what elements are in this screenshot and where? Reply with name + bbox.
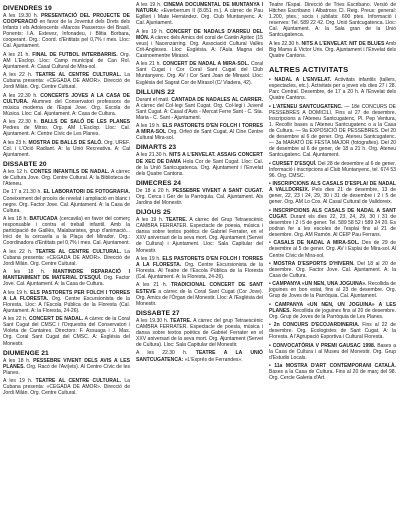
event-body: A càrrec de Cultura Jove. Org. Centre Cultural. A: la Biblioteca de l'Ateneu. — [3, 169, 131, 188]
event-time: A les 19 h. — [3, 378, 33, 385]
activity-title: • MOSTRA D'ESPORTS D'HIVERN. — [269, 260, 355, 267]
event-entry — [3, 169, 130, 187]
event-title: NITS A L'ENVELAT. NIT DE BLUES — [301, 40, 385, 47]
event-body: (cercavila) en favor del comerç responsable i contra el treball infantil. Amb la participació de Gaillès, Malabaristes, grup d'animació... Inici de la cercavila a la Plaça del Mirador. Org.: Coordinadora d'Entitats pel 0,7% i mes. Cal. Ajuntament. — [3, 216, 130, 247]
event-body: A càrrec dels Amics del coral de Cantin Apitec (15 veus) i Nacenzarring. Org. Associació Cultural Vallès Crit-Angleses. Lloc: Església. A: l'Aula Magna del Casinoementre Mirasol. — [136, 34, 264, 59]
event-entry — [3, 13, 130, 50]
event-entry — [3, 140, 130, 158]
event-time: A les 22.30 h. — [3, 119, 38, 126]
activity-body: Bases a la Casa de Cultura i al Museu del Monestir. Org. Grup d'Estudis Locals. — [269, 342, 396, 361]
event-time: A les 12 h. — [3, 169, 29, 175]
event-entry — [3, 119, 130, 137]
activity-item — [269, 161, 396, 179]
event-body: Org. Centre Excursionista de la Floresta. Lloc: A l'Escola Pública de la Floresta (Cal. Ajuntament. A: la Floresta, 24-26). — [3, 295, 130, 314]
day-heading: DIJOUS 25 — [136, 209, 171, 217]
activity-item — [269, 302, 396, 320]
event-title: MOSTRA DE BALLS DE SALÓ. — [28, 139, 103, 146]
day-heading: DIVENDRES 19 — [3, 5, 52, 12]
event-time: De 18 a 20 h. — [136, 187, 171, 194]
event-body: Alumnes del Conservatori professors de música moderna de l'Espai Jove. Org. Escola de Música. Lloc: Cal. Ajuntament. A: Casa de Cultura. — [3, 98, 131, 117]
activity-item — [269, 261, 396, 279]
activity-item — [269, 208, 396, 238]
activity-title: • INSCRIPCIONS ALS CASALS DE NADAL A SANT CUGAT. — [269, 207, 396, 220]
event-title: CONCERT DE NADAL A MIRA-SOL. — [162, 61, 250, 68]
event-body: A càrrec del Col·legi Sant Cugat. Org. Col·legi i Juvenil Sant Cugat. A: Casal d'Avis - Mercat Ferre Sant - C. Sta. Maria - C. Sant - Ajuntament. — [136, 102, 263, 121]
event-time: A les 18 h. — [3, 357, 31, 364]
event-time: Durant el matí. — [136, 96, 170, 103]
column-3 — [266, 0, 399, 516]
event-entry — [136, 350, 263, 362]
event-entry — [136, 152, 263, 176]
event-title: CANTADA DE NADALES AL CARRER. — [171, 96, 263, 103]
event-title: CINEMA DOCUMENTAL DE MUNTANYA I NATURA: — [136, 2, 263, 15]
event-title: TRADICIONAL CONCERT DE SANT ESTEVE — [136, 282, 264, 295]
event-title: EL LABORATORI DE FOTOGRAFIA. — [43, 189, 130, 196]
event-entry — [3, 378, 130, 396]
event-title: FINAL DE FUTBOL INTERBARRIS. — [32, 51, 118, 58]
event-body: Pedres de Mirso. Org. AM L'Esclop. Lloc: Cal. Ajuntament. A: Centre Cívic de Les Planes. — [3, 125, 130, 138]
event-title: PRESENTACIÓ DEL PROJECTE DE COOPERACIÓ — [3, 13, 130, 26]
activity-title: • CONVOCATÒRIA V PREMI GAUSAC 1998. — [269, 342, 376, 349]
event-body: «Everberrum II (8.051 m.). A càrrec de Pau Egilleri i Mate Hernández. Org. Club Muntanyenc. A: Cal. Ajuntament. — [136, 8, 263, 27]
event-body: Org. Orfeó de Sant Cugat. Al Cine Centre Cultural Mira-sol. — [136, 129, 264, 142]
day-heading: DIUMENGE 21 — [3, 349, 49, 357]
event-entry — [136, 256, 263, 280]
event-entry — [136, 318, 263, 348]
activity-title: • CURSET D'ESQUÍ. — [269, 160, 317, 167]
event-entry — [3, 316, 130, 346]
day-heading: DISSABTE 27 — [136, 309, 180, 317]
activity-title: • CAMPANYA «UN NEN, UNA JOGUINA». — [269, 281, 367, 288]
event-time: A les 19 h. — [136, 255, 161, 262]
event-time: A les 22.30 h. — [3, 92, 38, 99]
section-title: ALTRES ACTIVITATS — [269, 65, 349, 75]
activity-body: Des de 29 de desembre al 5 de gener. Org. AV i Esplai de Mira-sol. Al Centre Cívic de Mira-sol. — [269, 240, 396, 259]
activity-item — [269, 181, 396, 205]
activity-item — [269, 322, 396, 340]
activity-body: Del 18 al 20 de desembre. Org. Factor Jove. Cal. Ajuntament. A: la Casa de Cultura. — [269, 260, 397, 279]
event-time: A les 19 h. — [3, 289, 29, 296]
event-entry — [3, 249, 130, 267]
event-entry — [3, 189, 130, 213]
event-time: A les 21.30 h. — [136, 152, 168, 159]
event-title: BALLS DE SALÓ DE LES PLANES — [40, 119, 130, 126]
event-body: La Cubana presenta: «CEGADA DE AMOR». Direcció de Jordi Milán. Org. Centre Cultural. — [3, 378, 130, 397]
event-entry — [3, 72, 130, 90]
activity-title: • 2n CONCURS D'ECOJARDINERIA. — [269, 322, 360, 329]
event-body: Org. UREF. Col. i L'Oció Radiant. A: la Unió Recreativa. A: Cal Ajuntament. — [3, 139, 131, 158]
event-time: A les 19 h. — [136, 28, 164, 35]
event-entry — [136, 2, 263, 26]
event-body: a càrrec de la Coral Sant Cugat (Cor Jove). Org. Amics de l'Òrgan del Monestir. Lloc: A l'Església del Monestir. — [136, 288, 263, 307]
activity-item — [269, 363, 396, 381]
event-title: CONCERT DE NADAL. — [28, 316, 84, 323]
activity-item — [269, 104, 396, 159]
event-body: A càrrec del Grup Tetraescènic CAMBRA FERRATER. Espectacle de poesia, música i dansa sobre textos poètics de Gabriel Ferrater, en el XXV aniversari de la seva mort. Org. Ajuntament (Servei de Cultura) i Ajuntament. Lloc: Sala Capitular del Monestir. — [136, 217, 264, 254]
activity-body: Bases a la Casa de Cultura. Fins al 20 de març del 98. Org. Cercle Galeria d'Art. — [269, 369, 396, 382]
event-entry — [3, 269, 130, 287]
event-body: Coneixement del procés de revelat i ampliació en blanc i negre. Org. Factor Jove. Cal. Ajuntament. A: la Casa de Cultura. — [3, 195, 130, 214]
event-title: TEATRE AL CENTRE CULTURAL. — [35, 378, 122, 385]
event-body: La Cubana presenta: «CEGADA DE AMOR». Direcció de Jordi Milán. Org. Centre Cultural. — [3, 248, 130, 267]
event-body: Hola Cor de Sant Cugat. Lloc: Cal. de la Unió Santcugatenca. Org. Ajuntament i l'Envelat dels Quatre Cantons. — [136, 158, 263, 177]
event-time: De 17 a 21.30 h. — [3, 189, 42, 196]
day-heading: DISSABTE 20 — [3, 161, 47, 168]
event-title: NITS A L'ENVELAT. ASSAIG CONCERT DE XEC DE DAMA — [136, 152, 264, 165]
event-entry — [136, 282, 263, 306]
event-title: PESSEBRE VIVENT A SANT CUGAT. — [172, 187, 264, 194]
event-entry — [136, 217, 263, 254]
event-body: Org. Centre Excursionista de la Floresta. Al Teatre de l'Escola Pública de la Floresta (Cal. Ajuntament. A: la Floresta, 24-26). — [136, 261, 263, 281]
activity-title: • CAMPANYA «UN NEN, UN JOGUINA» A LES PLANES. — [269, 301, 396, 314]
event-body: Org. Cerca i Ger de la Parròquia. Cal. Ajuntament. Als Jardins del Monestir. — [136, 193, 263, 206]
activity-body: Activitats infantils (tallers, espectacles, etc.). Activitats per a joves els dies 27 i 28. Parc Central. Desembre, de 17 a 20 h. A l'Envelat dels Quatre Cantons. — [269, 77, 397, 102]
activity-body: Pels dies 21 de desembre, 13 de gener, 22, 23 i 24, 29, 30 i 31 de desembre i 2 i 5 de gener. Org. AM Lo Cos. Al Casal Cultural de Valldoreix. — [269, 187, 396, 206]
event-entry — [269, 41, 396, 59]
activity-item — [269, 343, 396, 361]
event-title: TEATRE AL CENTRE CULTURAL. — [35, 248, 122, 255]
event-entry — [3, 93, 130, 117]
event-title: PESSEBRE VIVENT DELS AVIS A LES PLANES. — [3, 357, 130, 370]
event-body: Org. AM L'Esclop. Lloc: Camp municipal de Can Rol. Ajuntament. A: Casal Cultural de Mira-sol. — [3, 51, 130, 70]
event-entry — [136, 29, 263, 59]
event-entry — [136, 61, 263, 85]
event-body: A càrrec del grup Tetraescènic CAMBRA FERRATER. Espectacle de poesia, música i dansa sobre textos poètics de Gabriel Ferrater en el XXV aniversari de la seva mort. Org. Ajuntament (Servei de Cultura). Lloc: Sala Capitular del Monestir. — [136, 317, 264, 349]
event-body: La Cubana presenta: «CEGADA DE AMOR». Direcció de Jordi Milán. Org. Centre Cultural. — [3, 72, 130, 91]
activity-title: • L'ATENEU SANTCUGATENC. — [269, 103, 343, 110]
event-time: A les 22 h. — [3, 316, 28, 323]
event-time: A les 21 h. — [136, 61, 161, 68]
activity-body: — 18è CONCURS DE PESSEBRES A DOMICILI. Fins al 27 de desembre. Inscripcions a l'Ateneu Santcugatenc, Pl. Pep Ventura, 1. Recollir bases a l'Ateneu Santcugatenc o a la Casa de Cultura. — 9a EXPOSICIÓ DE PESSEBRES. Del 20 de desembre al 6 de gener. Org. Ateneu Santcugatenc. — 3a MARATÓ DE FESTA MAJOR (fotografies). Del 20 de desembre al 6 de gener, de 18 a 21 h. Org. Ateneu Santcugatenc. Cal. Ajuntament. — [269, 103, 397, 159]
activity-item — [269, 240, 396, 258]
event-body: en favor de la Joventut dels Drets dels Infants i els Adolescents «Marcos Passeros» del Brasil. Ponents: I.A. Estevez, Infonadeu, i Blitia Borbara, cooperant. Org.: Coord. d'Entitats pel 0,7% i mes. Lloc: Cal. Ajuntament. — [3, 19, 130, 50]
event-entry — [3, 290, 130, 314]
event-title: CONCERTS JOVES A LA CASA DE CULTURA. — [3, 92, 130, 105]
activity-title: • CASALS DE NADAL A MIRA-SOL. — [269, 240, 360, 247]
event-time: A les 22.30 h. — [269, 40, 300, 47]
event-time: A les 18 h. — [3, 216, 28, 223]
event-entry — [269, 2, 396, 39]
day-heading: DILLUNS 22 — [136, 88, 175, 96]
event-time: A les 18 h. — [3, 269, 46, 276]
column-2 — [133, 0, 266, 516]
event-body: Coral Sant Cugat i Cor Coral Sant Cugat del Club Muntanyenc. Org. AV i Cor Sant Joan de Mirasol. Lloc: Església del Sagrat Cor de Mirasol (C/ Viadera, 42). — [136, 61, 263, 86]
event-time: A les 19.30 h. — [136, 317, 169, 324]
day-heading: DIMECRES 24 — [136, 179, 182, 187]
event-title: BATUCADA — [29, 216, 58, 223]
event-entry — [136, 188, 263, 206]
event-title: TEATRE AL CENTRE CULTURAL. — [35, 72, 122, 79]
activity-body: Fins al 22 de desembre. Org. Ecologistes de Sant Cugat. A: la Floresta. A l'Agrupació Esportiva i Cultural Floresta. — [269, 322, 396, 341]
event-time: A les 22.30 h. — [136, 350, 188, 357]
activity-body: Durant els dies 22, 23, 24, 29, 30 i 31 de desembre i 2 i 5 de gener. Tel. 589 58 52 i 589 24 20. Es podran fer a les escoles de l'esplai fins al 21 de desembre. Org. AM Ramón. Al CEIP Pau Ferrans. — [269, 213, 397, 239]
event-entry — [3, 52, 130, 70]
event-time: A les 19 h. — [136, 2, 162, 8]
event-time: A les 22 h. — [3, 248, 33, 255]
event-body: Teatre l'Espai. Direcció de Tries Escribano. Versió de Hitches Escribano i Albatross Cl. Reig. Preus: general: 1.200, ptes.; socis i jubilats: 600 ptes. Informació i reserves: Tel. 589 22 42. Org. Unió Santcugatenca. Lloc: Cal. Ajuntament. A: la Sala gran de la Unió Santcugatenca. — [269, 2, 396, 39]
event-time: A les 19 h. — [136, 217, 164, 224]
event-body: Amb Big Mama & Victor Uris. Org. Ajuntament i l'Envelat dels Quatre Cantons. — [269, 40, 397, 59]
event-body: Org. Factor Jove. Cal. Ajuntament. A: la Casa de Cultura. — [3, 275, 130, 288]
activity-body: Del 28 de desembre al 6 de gener. Informació i inscripcions al Club Muntanyenc, tel. 674 53 96. Org. CMSC. — [269, 160, 396, 179]
event-time: A les 23 h. — [3, 139, 27, 146]
event-time: A les 19 h. — [136, 123, 161, 130]
event-body: A càrrec de la Coral Sant Cugat del CMSC i l'Orquestra del Conservatori i Violeta de Cantaires. Directors: F. Assuaga i J. Mas. Org. Coral Sant Cugat del CMSC. A: Església del Monestir. — [3, 316, 130, 347]
event-title: CONTES INFANTILS DE NADAL. — [30, 169, 110, 175]
event-body: Org. Racó de l'Avi(ets). Al Centre Cívic de les Planes. — [3, 363, 130, 376]
event-time: A les 21 h. — [136, 282, 168, 289]
activity-title: • INSCRIPCIONS ALS CASALS D'ESPLAI DE NADAL A VALLDOREIX. — [269, 181, 396, 194]
event-title: TEATRE. — [170, 317, 192, 324]
activity-body: Recollida de joguines en bon estat, fins al 23 de desembre. Org. Grup de Joves de la Parròquia. Cal. Ajuntament. — [269, 281, 396, 300]
event-entry — [136, 123, 263, 141]
event-title: TEATRE A LA UNIÓ SANTCUGATENCA: — [136, 350, 263, 363]
event-entry — [3, 216, 130, 246]
activity-item — [269, 77, 396, 101]
event-title: TEATRE. — [165, 217, 187, 224]
event-entry — [3, 358, 130, 376]
activity-item — [269, 281, 396, 299]
event-title: ELS PASTORETS PER FOLCH I TORRES A LA FLORESTA. — [3, 289, 130, 302]
activity-title: • NADAL A L'ENVELAT. — [269, 77, 332, 84]
activity-title: • 11a MOSTRA D'ART CONTEMPORANI CATALÀ. — [269, 363, 396, 370]
column-1 — [0, 0, 133, 516]
event-time: A les 22 h. — [3, 72, 33, 79]
event-body: «L'Exprés de Ferrandes». — [184, 356, 243, 363]
event-time: A les 19.30 h. — [3, 13, 39, 19]
event-title: CONCERT DE NADALS D'ARREU DEL MÓN. — [136, 28, 263, 41]
event-title: MANTINDRE REPARACIÓ I MANTENIMENT DE MATERIAL D'ESQUÍ. — [3, 269, 130, 282]
event-entry — [136, 97, 263, 121]
event-time: A les 21 h. — [3, 51, 30, 58]
event-title: ELS PASTORETS D'EN FOLCH I TORRES A LA FLORESTA. — [136, 255, 263, 268]
day-heading: DIMARTS 23 — [136, 144, 177, 152]
event-title: ELS PASTORETS D'EN FOLCH I TORRES A MIRA-SOL — [136, 123, 263, 136]
activity-body: Recollida de joguines fins al 20 de desembre. Org. Grup de Joves de la Parròquia de Les Planes. — [269, 307, 396, 320]
